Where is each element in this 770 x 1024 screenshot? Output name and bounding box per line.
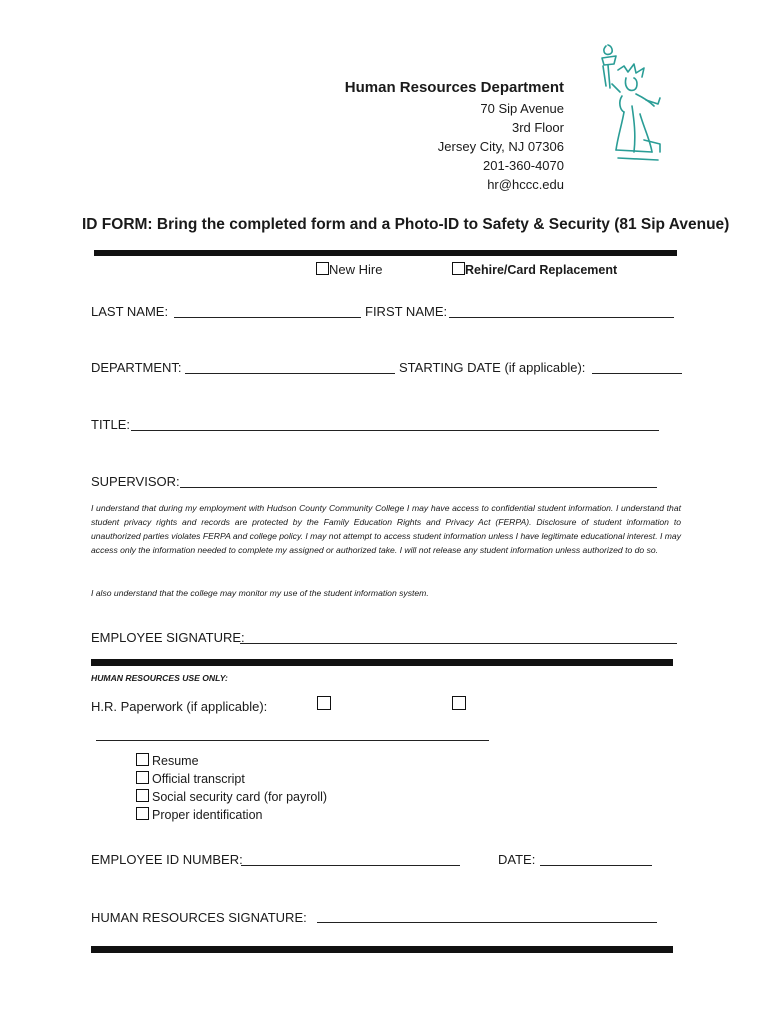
statue-of-liberty-logo [588, 40, 688, 168]
ss-card-label: Social security card (for payroll) [152, 790, 328, 804]
starting-date-label: STARTING DATE (if applicable): [399, 360, 586, 375]
identification-label: Proper identification [152, 808, 263, 822]
new-hire-label: New Hire [329, 262, 383, 277]
monitoring-statement: I also understand that the college may monitor my use of the student information system. [91, 588, 429, 598]
checklist-item-transcript[interactable] [136, 770, 327, 788]
identification-checkbox[interactable] [136, 807, 149, 820]
new-hire-option[interactable] [316, 262, 382, 277]
rehire-option[interactable] [452, 262, 617, 277]
hr-signature-field[interactable] [317, 922, 657, 923]
supervisor-label: SUPERVISOR: [91, 474, 180, 489]
date-label: DATE: [498, 852, 536, 867]
checklist-item-resume[interactable] [136, 752, 327, 770]
ss-card-checkbox[interactable] [136, 789, 149, 802]
top-divider [94, 250, 677, 256]
resume-label: Resume [152, 754, 199, 768]
employee-id-label: EMPLOYEE ID NUMBER: [91, 852, 243, 867]
date-field[interactable] [540, 865, 652, 866]
employee-signature-field[interactable] [240, 643, 677, 644]
bottom-divider [91, 946, 673, 953]
email-address: hr@hccc.edu [487, 177, 564, 192]
rehire-checkbox[interactable] [452, 262, 465, 275]
hr-signature-label: HUMAN RESOURCES SIGNATURE: [91, 910, 307, 925]
department-title: Human Resources Department [344, 79, 564, 96]
rehire-label: Rehire/Card Replacement [465, 263, 618, 277]
first-name-field[interactable] [449, 317, 674, 318]
transcript-label: Official transcript [152, 772, 245, 786]
checklist-item-identification[interactable] [136, 806, 327, 824]
employee-signature-label: EMPLOYEE SIGNATURE: [91, 630, 245, 645]
address-line-1: 70 Sip Avenue [480, 101, 564, 116]
first-name-label: FIRST NAME: [365, 304, 448, 319]
form-title: ID FORM: Bring the completed form and a Photo-ID to Safety & Security (81 Sip Avenue) [82, 216, 730, 233]
address-city: Jersey City, NJ 07306 [437, 139, 564, 154]
phone-number: 201-360-4070 [483, 158, 564, 173]
confidentiality-statement: I understand that during my employment with Hudson County Community College I may have access to confidential student information. I understand that student privacy rights and records are protected by the Family Education Rights and Privacy Act (FERPA). Disclosure of student information to unauthorized parties violates FERPA and college policy. I may not attempt to access student information unless I have legitimate educational interest. I may access only the information needed to complete my assigned or authorized take. I will not release any student information unless authorized to do so. [91, 503, 681, 555]
new-hire-checkbox[interactable] [316, 262, 329, 275]
transcript-checkbox[interactable] [136, 771, 149, 784]
hr-paperwork-label: H.R. Paperwork (if applicable): [91, 699, 268, 714]
title-field[interactable] [131, 430, 659, 431]
hr-paperwork-checkbox-2[interactable] [452, 696, 466, 710]
starting-date-field[interactable] [592, 373, 682, 374]
employee-id-field[interactable] [241, 865, 460, 866]
last-name-label: LAST NAME: [91, 304, 169, 319]
hr-paperwork-line[interactable] [96, 740, 489, 741]
supervisor-field[interactable] [180, 487, 657, 488]
resume-checkbox[interactable] [136, 753, 149, 766]
hr-use-only-heading: HUMAN RESOURCES USE ONLY: [91, 673, 228, 683]
last-name-field[interactable] [174, 317, 361, 318]
hr-checklist [136, 752, 327, 824]
checklist-item-ss-card[interactable] [136, 788, 327, 806]
department-label: DEPARTMENT: [91, 360, 182, 375]
hr-paperwork-checkbox-1[interactable] [317, 696, 331, 710]
title-label: TITLE: [91, 417, 131, 432]
hr-divider [91, 659, 673, 666]
department-field[interactable] [185, 373, 395, 374]
address-line-2: 3rd Floor [511, 120, 564, 135]
